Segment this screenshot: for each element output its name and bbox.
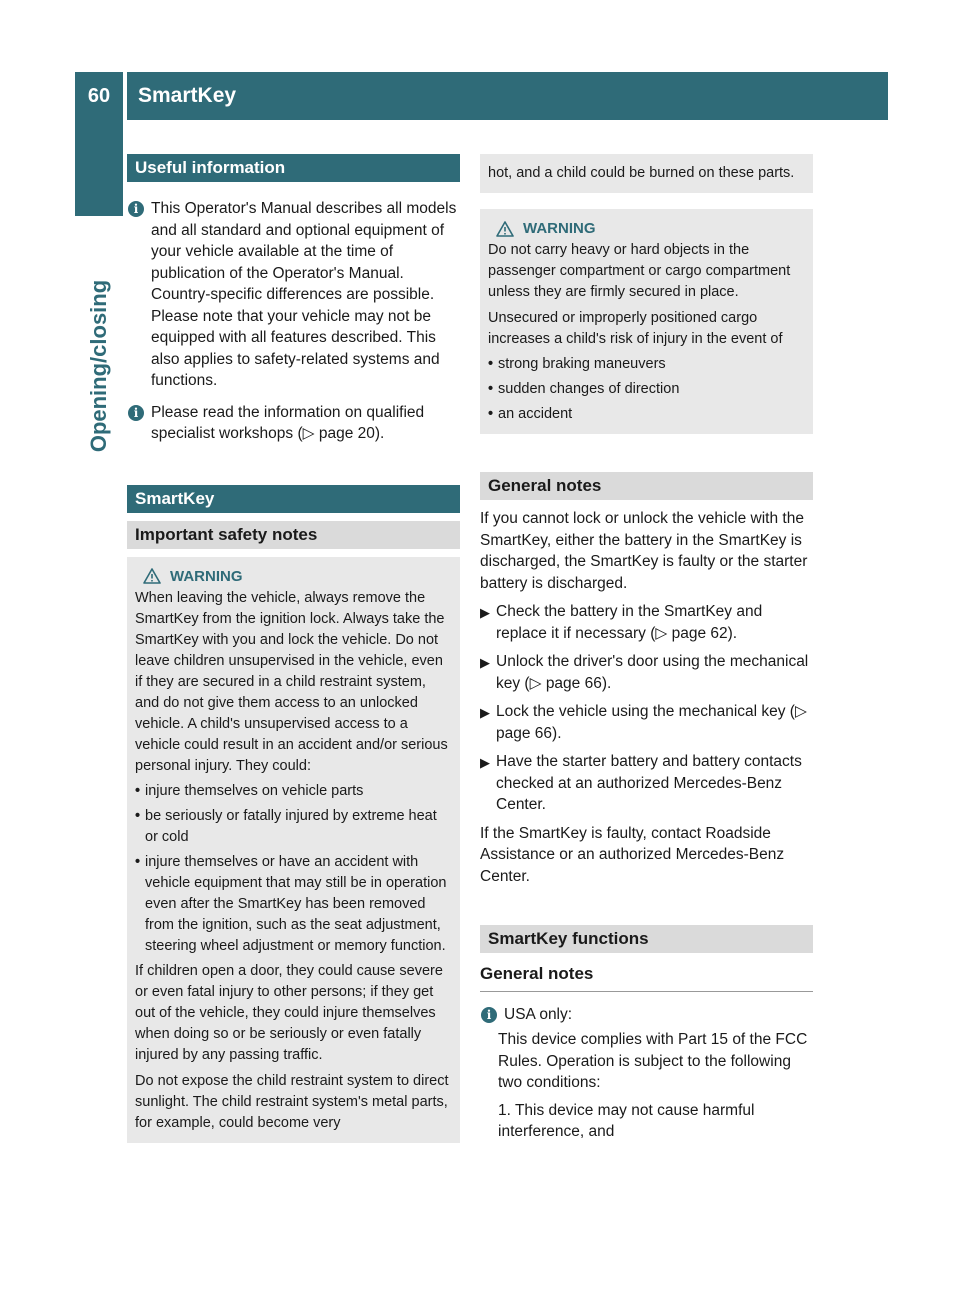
fcc-condition: 1. This device may not cause harmful interference, and (498, 1101, 755, 1140)
page-header (75, 72, 888, 120)
step-item: ▶ Lock the vehicle using the mechanical key (▷ page 66). (480, 703, 807, 742)
warning-paragraph: Do not expose the child restraint system to direct sunlight. The child restraint system's metal parts, for example, could become very (135, 1072, 449, 1131)
step-item: ▶ Unlock the driver's door using the mechanical key (▷ page 66). (480, 653, 809, 692)
safety-notes-heading: Important safety notes (127, 521, 460, 549)
warning-triangle-icon (496, 221, 514, 237)
warning-paragraph: If children open a door, they could cause severe or even fatal injury to other persons; if they get out of the vehicle, they could injure themselves when doing so or be seriously or even fatally injured by any passing traffic. (135, 962, 443, 1063)
warning-box (127, 557, 460, 1143)
step-item: ▶ Check the battery in the SmartKey and replace it if necessary (▷ page 62). (480, 603, 763, 642)
warning-paragraph: Unsecured or improperly positioned cargo increases a child's risk of injury in the event of (488, 310, 783, 347)
warning-continued-text: hot, and a child could be burned on these parts. (488, 165, 795, 181)
info-text: USA only: (504, 1005, 573, 1023)
list-item: • injure themselves or have an accident with vehicle equipment that may still be in operation even after the SmartKey has been removed from the ignition, such as the seat adjustment, steering wheel adjustment or memory function. (135, 853, 447, 954)
smartkey-heading: SmartKey (127, 485, 460, 513)
warning-triangle-icon (143, 568, 161, 584)
page-number: 60 (87, 84, 111, 107)
warning-label: WARNING (523, 220, 596, 237)
warning-header (135, 566, 452, 587)
list-item: • sudden changes of direction (488, 381, 680, 397)
info-icon: i (128, 201, 144, 217)
left-column (127, 154, 460, 1143)
warning-label: WARNING (170, 567, 243, 585)
info-text: This Operator's Manual describes all models and all standard and optional equipment of your vehicle available at the time of publication of the Operator's Manual. Country-specific differences are possible. Please note that your vehicle may not be equipped with all features described. This also applies to safety-related systems and functions. (151, 200, 457, 389)
list-item: • injure themselves on vehicle parts (135, 782, 364, 799)
side-tab-block (75, 120, 123, 216)
list-item: • an accident (488, 406, 573, 422)
warning-box (480, 209, 813, 434)
useful-info-heading: Useful information (127, 154, 460, 182)
info-note (127, 198, 460, 392)
general-notes-outro: If the SmartKey is faulty, contact Roadside Assistance or an authorized Mercedes-Benz Center. (480, 824, 785, 885)
warning-continued-box (480, 154, 813, 193)
info-note (480, 1004, 813, 1026)
list-item: • strong braking maneuvers (488, 356, 666, 372)
smartkey-functions-heading: SmartKey functions (480, 925, 813, 953)
step-item: ▶ Have the starter battery and battery contacts checked at an authorized Mercedes-Benz Center. (480, 753, 802, 813)
header-title: SmartKey (138, 84, 237, 107)
general-notes-intro: If you cannot lock or unlock the vehicle with the SmartKey, either the battery in the SmartKey is discharged, the SmartKey is faulty or the starter battery is discharged. (480, 510, 808, 592)
general-notes-heading: General notes (480, 472, 813, 500)
warning-header (488, 218, 805, 239)
info-note (127, 402, 460, 445)
info-icon: i (481, 1007, 497, 1023)
warning-paragraph: When leaving the vehicle, always remove the SmartKey from the ignition lock. Always take the SmartKey with you and lock the vehicle. Do not leave children unsupervised in the vehicle, even if they are secured in a child restraint system, and do not give them access to an unlocked vehicle. A child's unsupervised access to a vehicle could result in an accident and/or serious personal injury. They could: (135, 589, 448, 774)
fcc-text: This device complies with Part 15 of the FCC Rules. Operation is subject to the following two conditions: (498, 1031, 808, 1091)
info-icon: i (128, 405, 144, 421)
general-notes-subheading: General notes (480, 963, 813, 992)
warning-paragraph: Do not carry heavy or hard objects in the passenger compartment or cargo compartment unless they are firmly secured in place. (488, 242, 791, 300)
right-column (480, 154, 813, 1143)
header-divider (123, 72, 127, 120)
list-item: • be seriously or fatally injured by extreme heat or cold (135, 807, 437, 845)
side-tab (75, 216, 123, 516)
info-text: Please read the information on qualified specialist workshops (▷ page 20). (151, 403, 425, 442)
side-tab-label: Opening/closing (86, 279, 111, 453)
